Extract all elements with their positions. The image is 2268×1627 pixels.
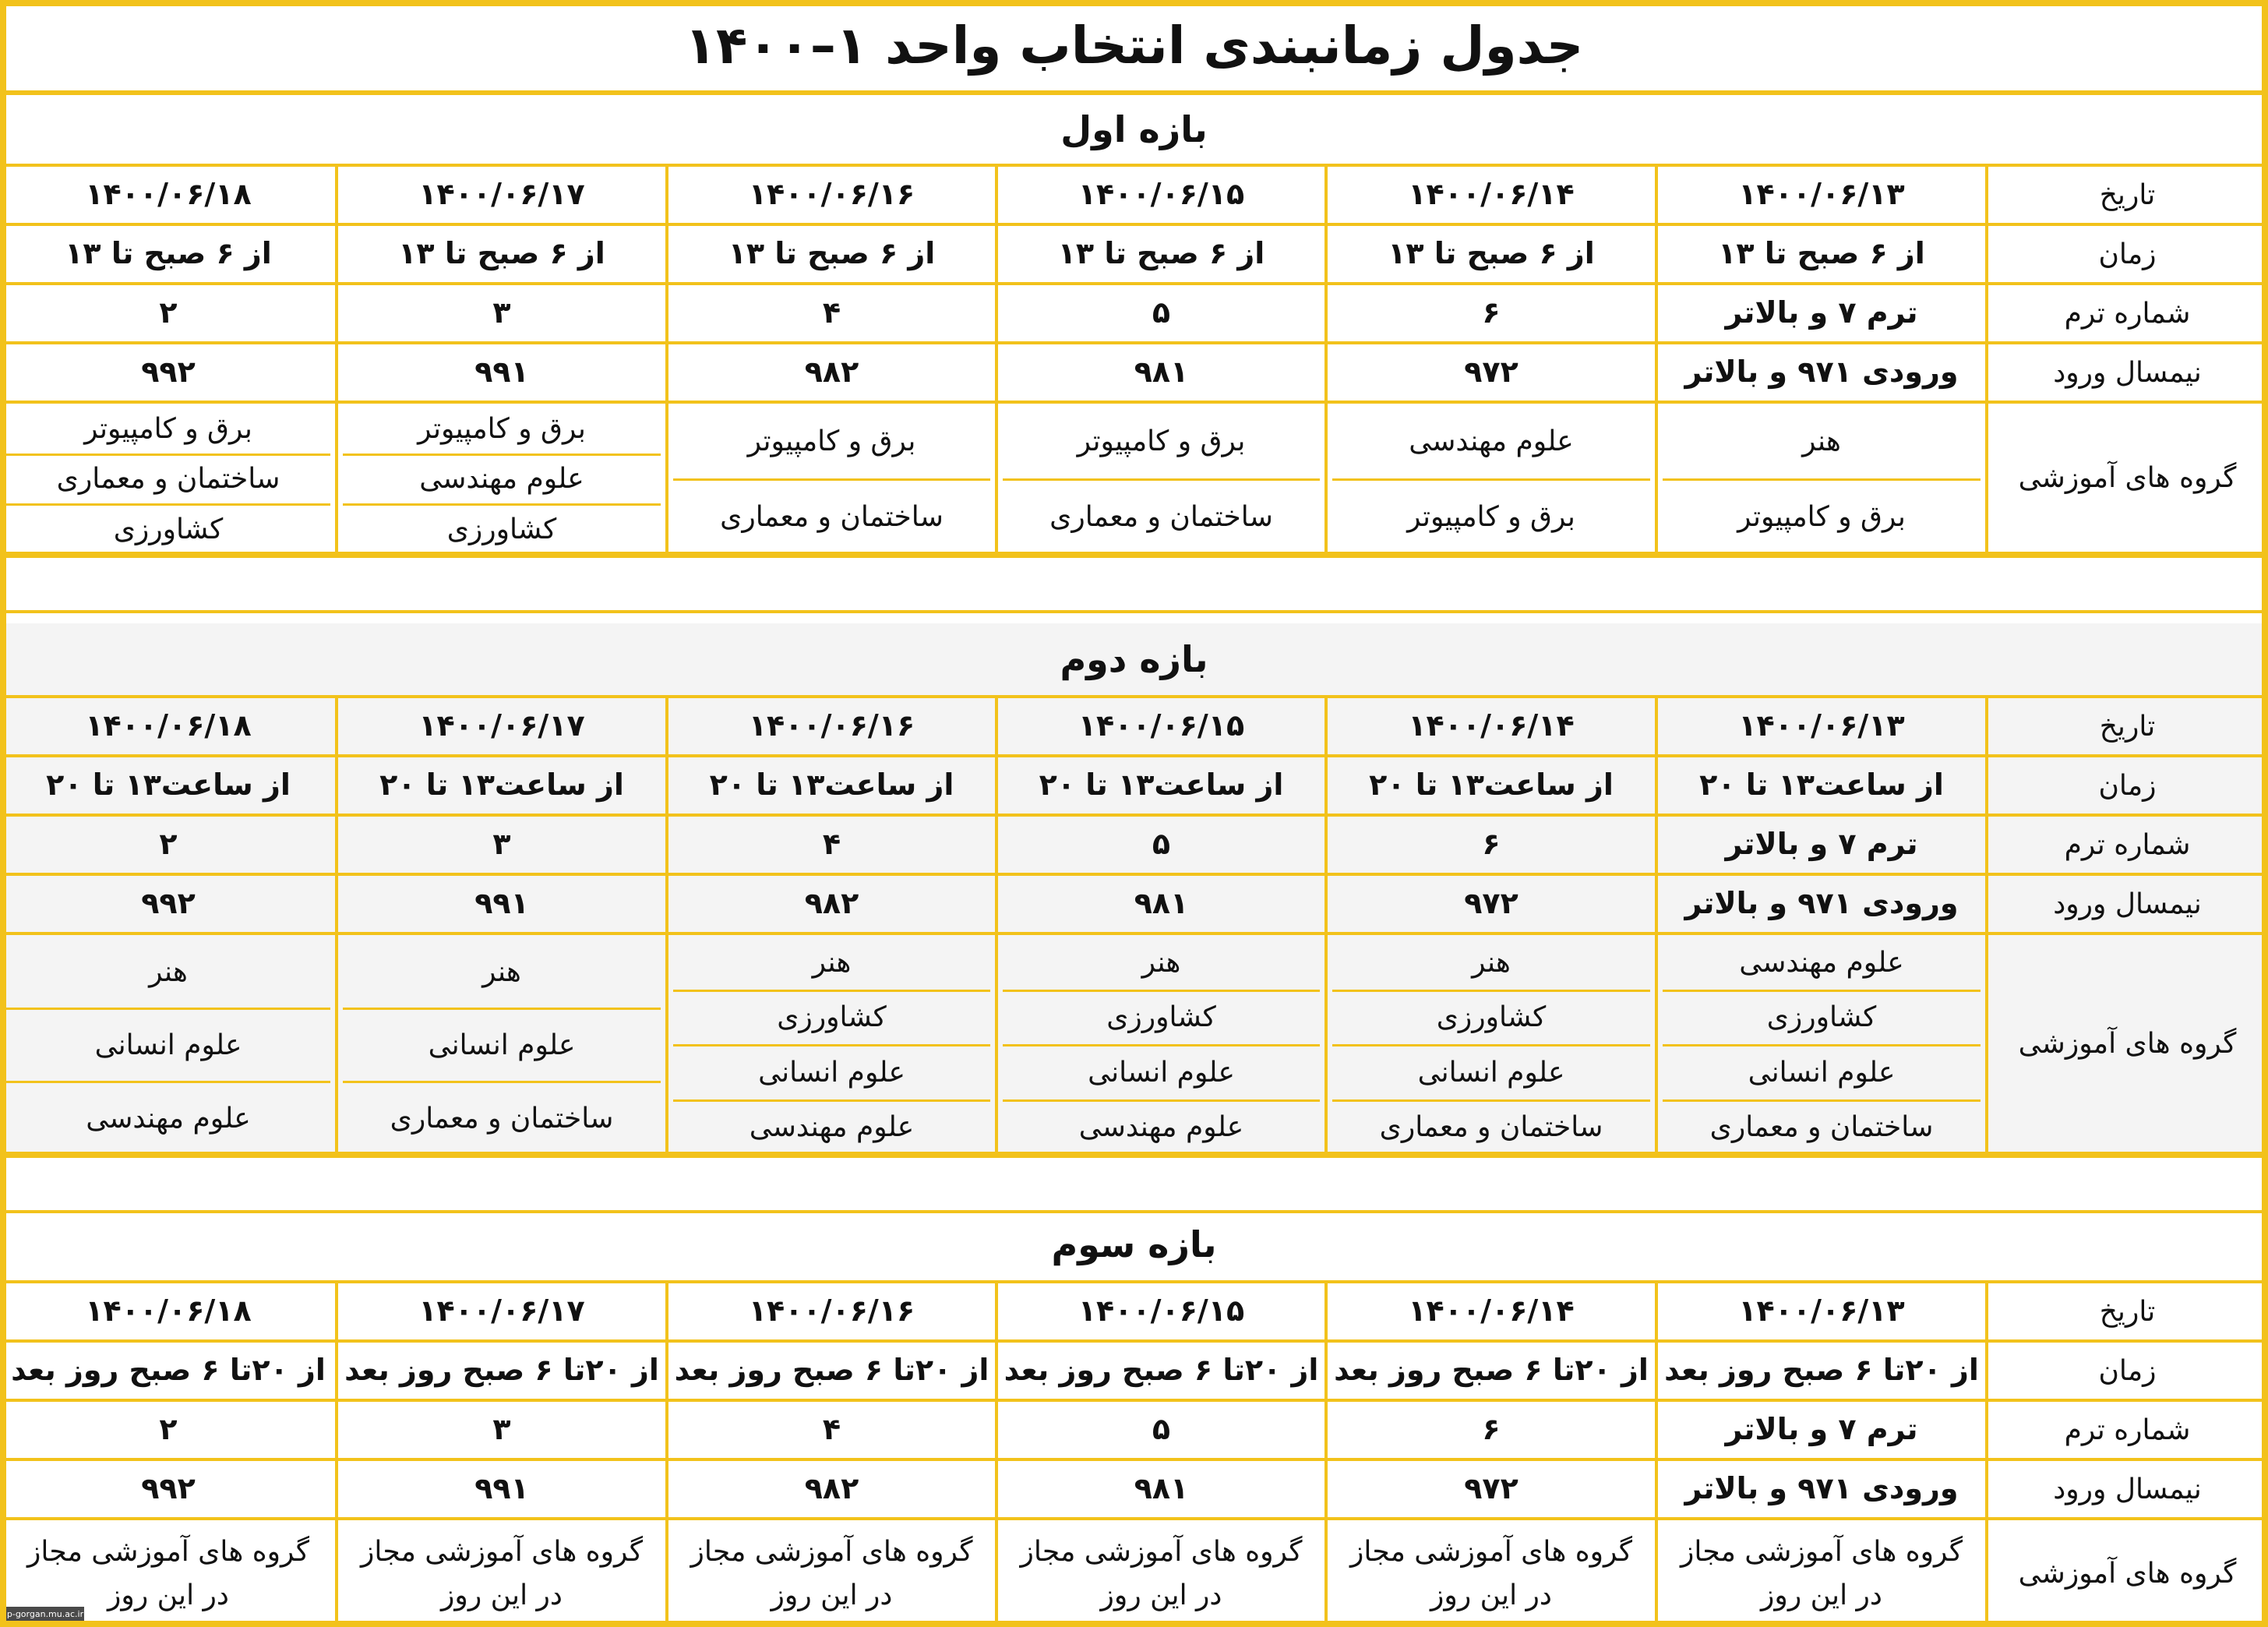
date-cell: ۱۴۰۰/۰۶/۱۳ xyxy=(1738,708,1905,743)
group-item: علوم انسانی xyxy=(94,1029,242,1061)
term-cell: ۴ xyxy=(822,295,841,330)
row-label: گروه های آموزشی xyxy=(2018,1027,2237,1060)
group-item: برق و کامپیوتر xyxy=(1077,425,1246,457)
time-cell: از ۲۰تا ۶ صبح روز بعد xyxy=(344,1353,659,1388)
term-cell: ۵ xyxy=(1152,827,1171,862)
watermark: p-gorgan.mu.ac.ir xyxy=(6,1607,84,1621)
entry-row xyxy=(0,876,2268,935)
period-title: بازه اول xyxy=(0,95,2268,167)
column-divider xyxy=(1324,167,1328,555)
group-item: کشاورزی xyxy=(1436,1001,1547,1034)
group-item: کشاورزی xyxy=(777,1001,887,1034)
group-item: علوم مهندسی xyxy=(1739,946,1904,979)
group-item: برق و کامپیوتر xyxy=(1407,501,1575,533)
time-row xyxy=(0,1343,2268,1402)
row-label: زمان xyxy=(2098,238,2157,270)
term-cell: ترم ۷ و بالاتر xyxy=(1725,827,1918,862)
date-cell: ۱۴۰۰/۰۶/۱۶ xyxy=(748,1293,915,1329)
date-cell: ۱۴۰۰/۰۶/۱۵ xyxy=(1078,708,1245,743)
group-item: کشاورزی xyxy=(1766,1001,1877,1034)
entry-cell: ۹۸۲ xyxy=(804,355,859,390)
page-title: جدول زمانبندی انتخاب واحد ۱–۱۴۰۰ xyxy=(0,0,2268,95)
group-item: ساختمان و معماری xyxy=(1049,501,1273,533)
section-gap xyxy=(0,1155,2268,1213)
time-cell: از ساعت۱۳ تا ۲۰ xyxy=(1699,768,1944,803)
term-cell: ۴ xyxy=(822,1412,841,1447)
group-item: علوم انسانی xyxy=(1748,1056,1896,1089)
term-cell: ۳ xyxy=(492,1412,511,1447)
group-item: هنر xyxy=(482,955,521,988)
column-divider xyxy=(1985,698,1988,1155)
group-item: علوم مهندسی xyxy=(86,1102,251,1135)
column-divider xyxy=(335,698,338,1155)
period-title: بازه سوم xyxy=(0,1209,2268,1283)
group-item: علوم انسانی xyxy=(428,1029,576,1061)
group-item: هنر xyxy=(812,946,852,979)
group-item: ساختمان و معماری xyxy=(720,501,944,533)
section-gap xyxy=(0,555,2268,613)
entry-cell: ۹۷۲ xyxy=(1464,355,1518,390)
group-item: علوم انسانی xyxy=(1417,1056,1565,1089)
groups-cell: گروه های آموزشی مجاز در این روز xyxy=(1680,1535,1963,1611)
term-cell: ۳ xyxy=(492,827,511,862)
time-cell: از ساعت۱۳ تا ۲۰ xyxy=(1369,768,1614,803)
group-item: کشاورزی xyxy=(113,514,224,546)
term-row xyxy=(0,285,2268,344)
entry-cell: ۹۸۱ xyxy=(1134,355,1189,390)
row-label: تاریخ xyxy=(2099,178,2156,211)
time-cell: از ساعت۱۳ تا ۲۰ xyxy=(709,768,954,803)
time-cell: از ۲۰تا ۶ صبح روز بعد xyxy=(674,1353,989,1388)
time-cell: از ۲۰تا ۶ صبح روز بعد xyxy=(11,1353,326,1388)
date-cell: ۱۴۰۰/۰۶/۱۳ xyxy=(1738,177,1905,212)
date-cell: ۱۴۰۰/۰۶/۱۸ xyxy=(85,1293,252,1329)
groups-cell: گروه های آموزشی مجاز در این روز xyxy=(26,1535,310,1611)
entry-cell: ورودی ۹۷۱ و بالاتر xyxy=(1684,355,1959,390)
term-cell: ترم ۷ و بالاتر xyxy=(1725,295,1918,330)
entry-cell: ورودی ۹۷۱ و بالاتر xyxy=(1684,886,1959,921)
group-item: برق و کامپیوتر xyxy=(1737,501,1906,533)
date-cell: ۱۴۰۰/۰۶/۱۷ xyxy=(418,708,585,743)
row-label: زمان xyxy=(2098,769,2157,802)
entry-row xyxy=(0,344,2268,404)
entry-cell: ۹۹۲ xyxy=(141,1471,196,1506)
groups-row xyxy=(0,404,2268,555)
entry-cell: ۹۹۱ xyxy=(474,886,529,921)
row-label: نیمسال ورود xyxy=(2053,888,2202,920)
entry-cell: ۹۹۱ xyxy=(474,1471,529,1506)
term-cell: ترم ۷ و بالاتر xyxy=(1725,1412,1918,1447)
column-divider xyxy=(335,1283,338,1627)
group-item: علوم مهندسی xyxy=(1078,1111,1244,1144)
entry-cell: ۹۹۲ xyxy=(141,886,196,921)
date-cell: ۱۴۰۰/۰۶/۱۵ xyxy=(1078,177,1245,212)
column-divider xyxy=(1655,698,1658,1155)
date-cell: ۱۴۰۰/۰۶/۱۶ xyxy=(748,708,915,743)
time-cell: از ۶ صبح تا ۱۳ xyxy=(728,236,936,271)
date-cell: ۱۴۰۰/۰۶/۱۴ xyxy=(1408,708,1575,743)
group-item: کشاورزی xyxy=(446,514,557,546)
groups-cell: گروه های آموزشی مجاز در این روز xyxy=(1349,1535,1633,1611)
group-item: علوم انسانی xyxy=(758,1056,905,1089)
term-row xyxy=(0,817,2268,876)
groups-cell: گروه های آموزشی مجاز در این روز xyxy=(1020,1535,1303,1611)
row-label: نیمسال ورود xyxy=(2053,356,2202,389)
groups-cell: گروه های آموزشی مجاز در این روز xyxy=(360,1535,644,1611)
term-row xyxy=(0,1402,2268,1461)
entry-cell: ۹۷۲ xyxy=(1464,886,1518,921)
column-divider xyxy=(995,698,998,1155)
time-cell: از ۶ صبح تا ۱۳ xyxy=(1057,236,1265,271)
row-label: شماره ترم xyxy=(2064,297,2191,330)
time-cell: از ۶ صبح تا ۱۳ xyxy=(1388,236,1595,271)
row-label: نیمسال ورود xyxy=(2053,1473,2202,1505)
entry-row xyxy=(0,1461,2268,1520)
group-item: ساختمان و معماری xyxy=(1709,1111,1934,1144)
group-item: علوم مهندسی xyxy=(1409,425,1574,457)
row-label: شماره ترم xyxy=(2064,828,2191,861)
time-cell: از ساعت۱۳ تا ۲۰ xyxy=(1039,768,1284,803)
date-cell: ۱۴۰۰/۰۶/۱۴ xyxy=(1408,1293,1575,1329)
period-title: بازه دوم xyxy=(0,623,2268,698)
row-label: زمان xyxy=(2098,1354,2157,1387)
group-item: برق و کامپیوتر xyxy=(418,412,586,445)
date-cell: ۱۴۰۰/۰۶/۱۸ xyxy=(85,177,252,212)
entry-cell: ۹۹۲ xyxy=(141,355,196,390)
date-cell: ۱۴۰۰/۰۶/۱۴ xyxy=(1408,177,1575,212)
group-item: برق و کامپیوتر xyxy=(84,412,252,445)
time-cell: از ۶ صبح تا ۱۳ xyxy=(398,236,605,271)
term-cell: ۲ xyxy=(159,1412,178,1447)
entry-cell: ۹۸۱ xyxy=(1134,886,1189,921)
column-divider xyxy=(665,1283,668,1627)
term-cell: ۶ xyxy=(1482,827,1501,862)
entry-cell: ۹۸۲ xyxy=(804,1471,859,1506)
column-divider xyxy=(1985,1283,1988,1627)
group-item: ساختمان و معماری xyxy=(390,1102,614,1135)
date-cell: ۱۴۰۰/۰۶/۱۷ xyxy=(418,1293,585,1329)
entry-cell: ۹۹۱ xyxy=(474,355,529,390)
time-cell: از ۲۰تا ۶ صبح روز بعد xyxy=(1003,1353,1319,1388)
date-cell: ۱۴۰۰/۰۶/۱۸ xyxy=(85,708,252,743)
entry-cell: ۹۷۲ xyxy=(1464,1471,1518,1506)
time-cell: از ساعت۱۳ تا ۲۰ xyxy=(379,768,624,803)
group-item: ساختمان و معماری xyxy=(1379,1111,1603,1144)
column-divider xyxy=(1655,167,1658,555)
entry-cell: ۹۸۲ xyxy=(804,886,859,921)
group-item: ساختمان و معماری xyxy=(56,463,280,496)
date-cell: ۱۴۰۰/۰۶/۱۳ xyxy=(1738,1293,1905,1329)
period-section xyxy=(0,95,2268,555)
entry-cell: ۹۸۱ xyxy=(1134,1471,1189,1506)
group-item: برق و کامپیوتر xyxy=(747,425,916,457)
date-row xyxy=(0,1283,2268,1343)
term-cell: ۴ xyxy=(822,827,841,862)
group-item: هنر xyxy=(149,955,188,988)
entry-cell: ورودی ۹۷۱ و بالاتر xyxy=(1684,1471,1959,1506)
row-label: تاریخ xyxy=(2099,710,2156,743)
column-divider xyxy=(1655,1283,1658,1627)
date-cell: ۱۴۰۰/۰۶/۱۵ xyxy=(1078,1293,1245,1329)
time-row xyxy=(0,226,2268,285)
time-cell: از ساعت۱۳ تا ۲۰ xyxy=(46,768,291,803)
term-cell: ۲ xyxy=(159,827,178,862)
column-divider xyxy=(1324,698,1328,1155)
groups-row xyxy=(0,1520,2268,1627)
column-divider xyxy=(665,167,668,555)
group-item: کشاورزی xyxy=(1106,1001,1216,1034)
term-cell: ۶ xyxy=(1482,1412,1501,1447)
column-divider xyxy=(995,1283,998,1627)
groups-row xyxy=(0,935,2268,1155)
date-row xyxy=(0,698,2268,757)
period-section xyxy=(0,623,2268,1155)
term-cell: ۵ xyxy=(1152,1412,1171,1447)
term-cell: ۵ xyxy=(1152,295,1171,330)
group-item: علوم مهندسی xyxy=(749,1111,915,1144)
column-divider xyxy=(1985,167,1988,555)
time-cell: از ۲۰تا ۶ صبح روز بعد xyxy=(1334,1353,1649,1388)
group-item: هنر xyxy=(1472,946,1511,979)
date-cell: ۱۴۰۰/۰۶/۱۶ xyxy=(748,177,915,212)
time-row xyxy=(0,757,2268,817)
column-divider xyxy=(665,698,668,1155)
row-label: گروه های آموزشی xyxy=(2018,461,2237,494)
group-item: علوم انسانی xyxy=(1088,1056,1235,1089)
term-cell: ۲ xyxy=(159,295,178,330)
time-cell: از ۶ صبح تا ۱۳ xyxy=(65,236,272,271)
group-item: هنر xyxy=(1141,946,1181,979)
group-item: هنر xyxy=(1802,425,1841,457)
column-divider xyxy=(1324,1283,1328,1627)
groups-cell: گروه های آموزشی مجاز در این روز xyxy=(690,1535,973,1611)
column-divider xyxy=(995,167,998,555)
term-cell: ۳ xyxy=(492,295,511,330)
time-cell: از ۶ صبح تا ۱۳ xyxy=(1718,236,1925,271)
period-section xyxy=(0,1209,2268,1627)
row-label: گروه های آموزشی xyxy=(2018,1558,2237,1590)
term-cell: ۶ xyxy=(1482,295,1501,330)
time-cell: از ۲۰تا ۶ صبح روز بعد xyxy=(1664,1353,1979,1388)
row-label: تاریخ xyxy=(2099,1295,2156,1328)
date-row xyxy=(0,167,2268,226)
group-item: علوم مهندسی xyxy=(419,463,584,496)
row-label: شماره ترم xyxy=(2064,1413,2191,1446)
date-cell: ۱۴۰۰/۰۶/۱۷ xyxy=(418,177,585,212)
column-divider xyxy=(335,167,338,555)
